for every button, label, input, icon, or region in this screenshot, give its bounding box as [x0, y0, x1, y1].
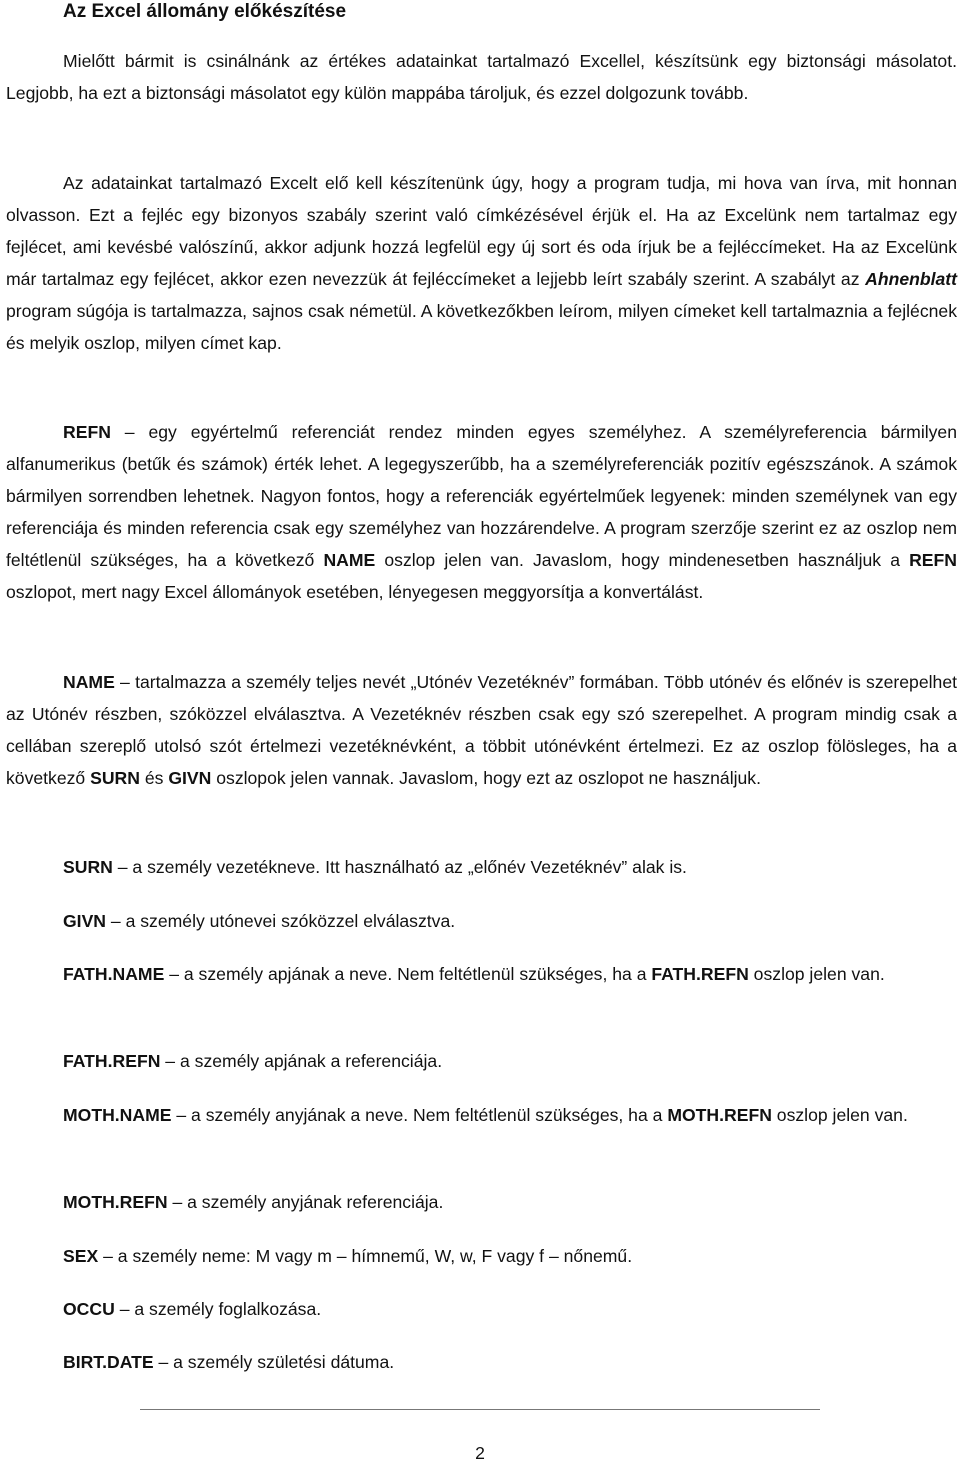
text-run: – a személy születési dátuma.	[153, 1352, 395, 1372]
paragraph-header-preparation	[6, 167, 957, 359]
text-run: oszlop jelen van.	[748, 964, 885, 984]
paragraph-sex	[6, 1240, 957, 1272]
paragraph-fath-name	[6, 958, 957, 990]
field-code: GIVN	[63, 911, 107, 931]
paragraph-fath-refn	[6, 1045, 957, 1077]
text-run: – a személy foglalkozása.	[114, 1299, 322, 1319]
text-run: oszlopot, mert nagy Excel állományok esetében, lényegesen meggyorsítja a konvertálást.	[6, 582, 704, 602]
page-number: 2	[475, 1443, 485, 1463]
field-code: MOTH.REFN	[63, 1192, 168, 1212]
paragraph-birt-date	[6, 1346, 957, 1378]
field-code: OCCU	[63, 1299, 115, 1319]
paragraph-name	[6, 666, 957, 794]
field-code: FATH.REFN	[651, 964, 749, 984]
field-code: NAME	[63, 672, 115, 692]
paragraph-givn	[6, 905, 957, 937]
text-run: – tartalmazza a személy teljes nevét „Utónév Vezetéknév” formában. Több utónév és előnév is szerepelhet az Utónév részben, szóközzel elválasztva. A Vezetéknév részben csak egy szó szerepelhet. A program mindig csak a cellában szereplő utolsó szót értelmezi vezetéknévként, a többit utónévként értelmezi. Ez az oszlop fölösleges, ha a következő	[6, 672, 957, 788]
text-run: – egy egyértelmű referenciát rendez minden egyes személyhez. A személyreferencia bármilyen alfanumerikus (betűk és számok) érték lehet. A legegyszerűbb, ha a személyreferenciák pozitív egészszánok. A számok bármilyen sorrendben lehetnek. Nagyon fontos, hogy a referenciák egyértelműek legyenek: minden személynek van egy referenciája és minden referencia csak egy személyhez van hozzárendelve. A program szerzője szerint ez az oszlop nem feltétlenül szükséges, ha a következő	[6, 422, 957, 570]
field-code: FATH.REFN	[63, 1051, 161, 1071]
field-code: SURN	[90, 768, 140, 788]
field-code: REFN	[63, 422, 111, 442]
text-run: oszlopok jelen vannak. Javaslom, hogy ezt az oszlopot ne használjuk.	[211, 768, 761, 788]
text-run: – a személy anyjának a neve. Nem feltétlenül szükséges, ha a	[171, 1105, 668, 1125]
section-heading: Az Excel állomány előkészítése	[63, 1, 347, 22]
field-code: NAME	[323, 550, 376, 570]
text-run: – a személy apjának a neve. Nem feltétlenül szükséges, ha a	[164, 964, 652, 984]
text-run: – a személy utónevei szóközzel elválasztva.	[106, 911, 456, 931]
paragraph-occu	[6, 1293, 957, 1325]
field-code: REFN	[909, 550, 957, 570]
field-code: FATH.NAME	[63, 964, 165, 984]
text-run: Az adatainkat tartalmazó Excelt elő kell készítenünk úgy, hogy a program tudja, mi hova van írva, mit honnan olvasson. Ezt a fejléc egy bizonyos szabály szerint való címkézésével érjük el. Ha az Excelünk nem tartalmaz egy fejlécet, ami kevésbé valószínű, akkor adjunk hozzá legfelül egy új sort és oda írjuk be a fejléccímeket. Ha az Excelünk már tartalmaz egy fejlécet, akkor ezen nevezzük át fejléccímeket a lejjebb leírt szabály szerint. A szabályt az	[6, 173, 957, 289]
text-run: oszlop jelen van. Javaslom, hogy mindenesetben használjuk a	[375, 550, 910, 570]
text-run: – a személy neme: M vagy m – hímnemű, W, w, F vagy f – nőnemű.	[98, 1246, 633, 1266]
text-run: – a személy anyjának referenciája.	[167, 1192, 444, 1212]
text-run: és	[139, 768, 169, 788]
field-code: SURN	[63, 857, 113, 877]
field-code: SEX	[63, 1246, 99, 1266]
field-code: GIVN	[168, 768, 212, 788]
text-run: oszlop jelen van.	[771, 1105, 908, 1125]
text-run: – a személy vezetékneve. Itt használható az „előnév Vezetéknév” alak is.	[112, 857, 687, 877]
field-code: MOTH.REFN	[667, 1105, 772, 1125]
paragraph-backup-note	[6, 45, 957, 109]
paragraph-surn	[6, 851, 957, 883]
field-code: MOTH.NAME	[63, 1105, 172, 1125]
text-run: Mielőtt bármit is csinálnánk az értékes adatainkat tartalmazó Excellel, készítsünk egy biztonsági másolatot. Legjobb, ha ezt a biztonsági másolatot egy külön mappába tároljuk, és ezzel dolgozunk tovább.	[6, 51, 957, 103]
field-code: BIRT.DATE	[63, 1352, 154, 1372]
footer-divider	[140, 1409, 820, 1410]
paragraph-refn	[6, 416, 957, 608]
paragraph-moth-name	[6, 1099, 957, 1131]
text-run: – a személy apjának a referenciája.	[160, 1051, 443, 1071]
text-run: program súgója is tartalmazza, sajnos csak németül. A következőkben leírom, milyen címeket kell tartalmaznia a fejlécnek és melyik oszlop, milyen címet kap.	[6, 301, 957, 353]
field-code: Ahnenblatt	[865, 269, 957, 289]
paragraph-moth-refn	[6, 1186, 957, 1218]
